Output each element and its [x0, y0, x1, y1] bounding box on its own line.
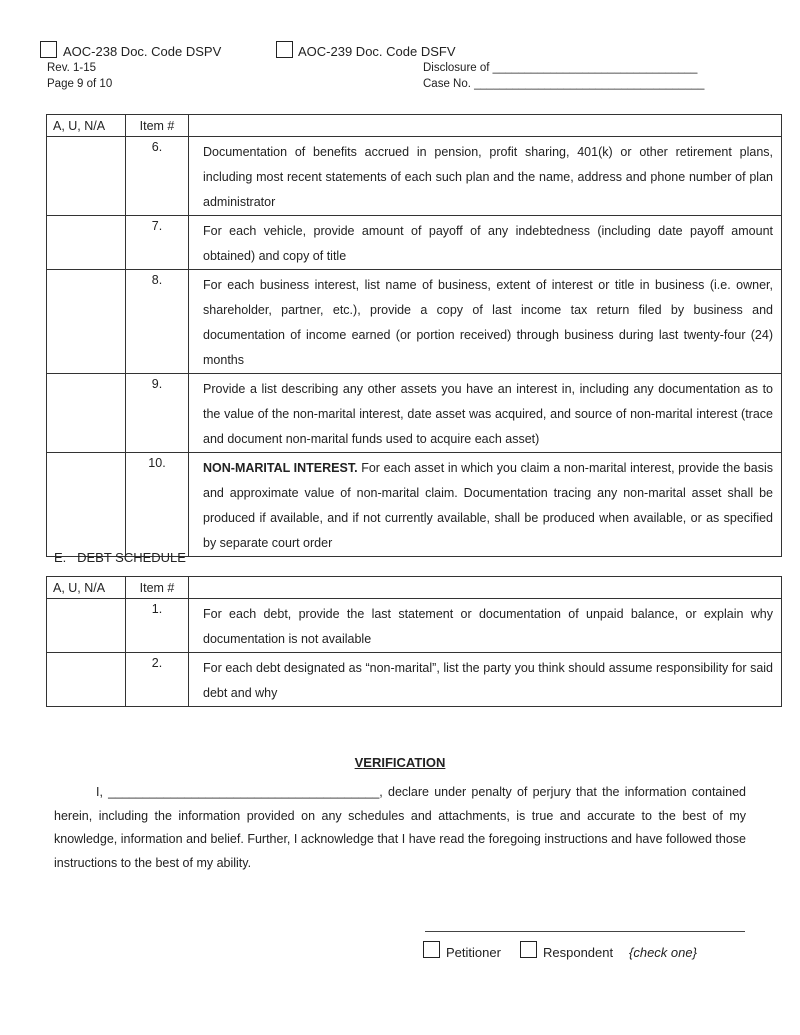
table-row	[47, 653, 782, 707]
respondent-label: Respondent	[543, 945, 614, 960]
table-row	[47, 599, 782, 653]
item-number: 10.	[148, 456, 166, 470]
form-aoc239-label: AOC-239 Doc. Code DSFV	[298, 44, 456, 59]
table-row	[47, 453, 782, 557]
disclosure-of-field[interactable]	[423, 62, 697, 74]
item-description: For each debt, provide the last statement or documentation of unpaid balance, or explain why documentation is not available	[203, 607, 773, 646]
status-cell[interactable]	[47, 599, 126, 653]
item-number: 6.	[151, 140, 163, 154]
item-number: 2.	[151, 656, 163, 670]
table-row	[47, 216, 782, 270]
col-status-header: A, U, N/A	[53, 119, 106, 133]
case-no-blank: ____________________________________	[474, 78, 705, 90]
case-no-field[interactable]	[423, 78, 704, 90]
status-cell[interactable]	[47, 453, 126, 557]
signature-line[interactable]	[425, 931, 745, 932]
case-no-label: Case No.	[423, 78, 471, 90]
form-aoc238-label: AOC-238 Doc. Code DSPV	[63, 44, 222, 59]
table-row	[47, 137, 782, 216]
item-number: 8.	[151, 273, 163, 287]
page-number: Page 9 of 10	[47, 78, 113, 90]
col-item-header: Item #	[139, 581, 175, 595]
debt-schedule-heading: E. DEBT SCHEDULE	[54, 550, 186, 565]
item-number: 9.	[151, 377, 163, 391]
disclosure-label: Disclosure of	[423, 62, 490, 74]
revision-label: Rev. 1-15	[47, 62, 97, 74]
table-row	[47, 374, 782, 453]
asset-documentation-table	[46, 114, 782, 557]
item-number: 1.	[151, 602, 163, 616]
status-cell[interactable]	[47, 374, 126, 453]
item-description: For each business interest, list name of business, extent of interest or title in business (i.e. owner, shareholder, partner, etc.), provide a copy of last income tax return filed by business and documentation of income earned (or portion received) through business during last twenty-four (24) months	[203, 278, 773, 367]
item-description: Documentation of benefits accrued in pension, profit sharing, 401(k) or other retirement plans, including most recent statements of each such plan and the name, address and phone number of plan administrator	[203, 145, 773, 209]
status-cell[interactable]	[47, 216, 126, 270]
item-description	[189, 453, 781, 556]
status-cell[interactable]	[47, 137, 126, 216]
form-aoc239-checkbox[interactable]	[276, 41, 293, 58]
table-header-row	[47, 577, 782, 599]
petitioner-label: Petitioner	[446, 945, 501, 960]
table-header-row	[47, 115, 782, 137]
form-aoc238-checkbox[interactable]	[40, 41, 57, 58]
status-cell[interactable]	[47, 653, 126, 707]
petitioner-checkbox[interactable]	[423, 941, 440, 958]
debt-schedule-table	[46, 576, 782, 707]
item-description: Provide a list describing any other assets you have an interest in, including any documentation as to the value of the non-marital interest, date asset was acquired, and source of non-marital interest (trace and document non-marital funds used to acquire each asset)	[203, 382, 773, 446]
col-item-header: Item #	[139, 119, 175, 133]
item-description: For each debt designated as “non-marital”, list the party you think should assume responsibility for said debt and why	[203, 661, 773, 700]
respondent-checkbox[interactable]	[520, 941, 537, 958]
check-one-note: {check one}	[629, 945, 697, 960]
non-marital-heading: NON-MARITAL INTEREST.	[203, 461, 358, 475]
verification-statement: I, _______________________________________, declare under penalty of perjury that the information contained herein, including the information provided on any schedules and attachments, is true and accurate to the best of my knowledge, information and belief. Further, I acknowledge that I have read the foregoing instructions and have followed those instructions to the best of my ability.	[54, 785, 746, 870]
disclosure-blank: ________________________________	[492, 62, 698, 74]
verification-title: VERIFICATION	[354, 755, 446, 770]
table-row	[47, 270, 782, 374]
item-number: 7.	[151, 219, 163, 233]
status-cell[interactable]	[47, 270, 126, 374]
col-status-header: A, U, N/A	[53, 581, 106, 595]
non-marital-text: For each asset in which you claim a non-marital interest, provide the basis and approximate value of non-marital claim. Documentation tracing any non-marital asset shall be produced if available, and if not currently available, shall be produced when available, or as specified by separate court order	[203, 461, 773, 550]
item-description: For each vehicle, provide amount of payoff of any indebtedness (including date payoff amount obtained) and copy of title	[203, 224, 773, 263]
